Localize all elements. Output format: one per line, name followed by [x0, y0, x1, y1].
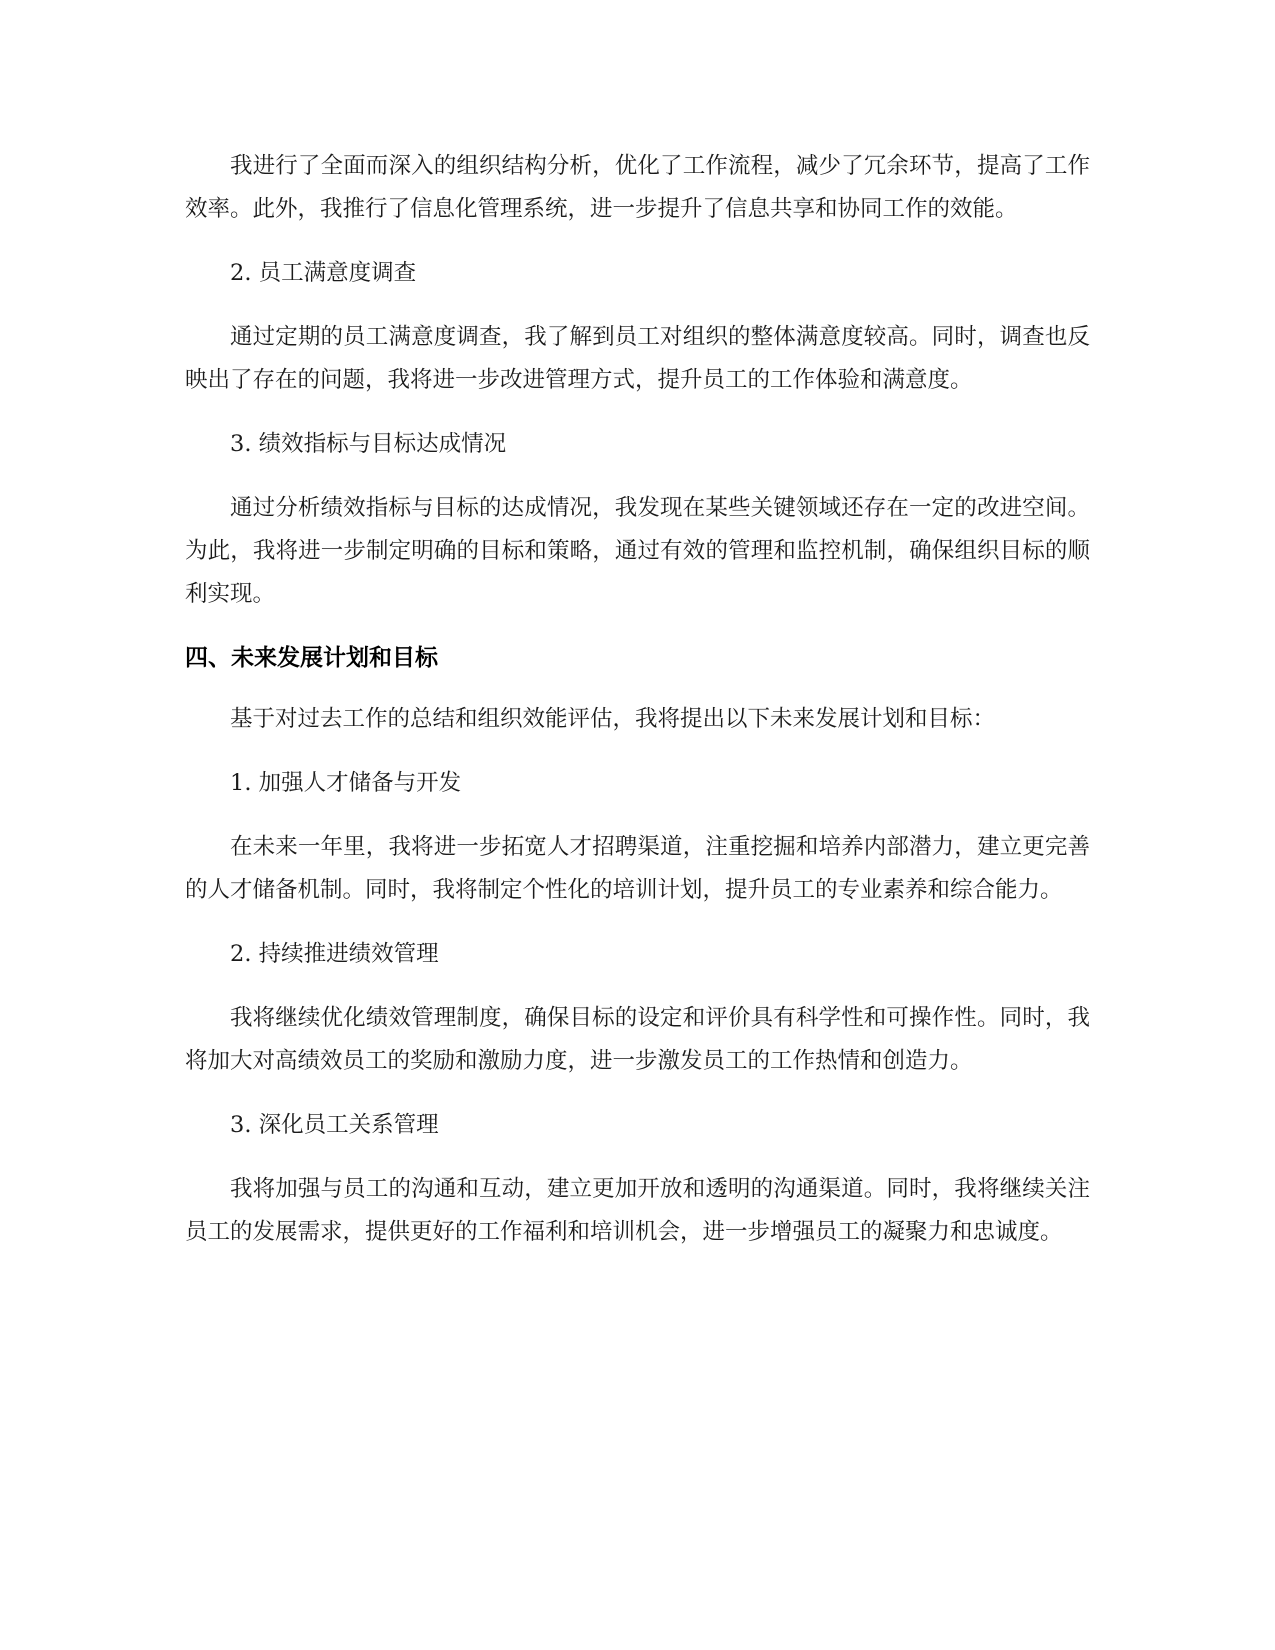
- paragraph-performance-goals: 通过分析绩效指标与目标的达成情况，我发现在某些关键领域还存在一定的改进空间。为此，我将进一步制定明确的目标和策略，通过有效的管理和监控机制，确保组织目标的顺利实现。: [185, 495, 1090, 607]
- list-item-satisfaction-survey: 2. 员工满意度调查: [230, 260, 417, 286]
- paragraph-future-intro: 基于对过去工作的总结和组织效能评估，我将提出以下未来发展计划和目标：: [230, 706, 996, 732]
- paragraph-talent-reserve: 在未来一年里，我将进一步拓宽人才招聘渠道，注重挖掘和培养内部潜力，建立更完善的人才储备机制。同时，我将制定个性化的培训计划，提升员工的专业素养和综合能力。: [185, 834, 1090, 903]
- document-body: [185, 145, 1090, 1275]
- section-heading-future-plans: 四、未来发展计划和目标: [185, 645, 438, 671]
- list-item-performance-goals: 3. 绩效指标与目标达成情况: [230, 431, 507, 457]
- list-item-employee-relations: 3. 深化员工关系管理: [230, 1112, 439, 1138]
- list-item-talent-reserve: 1. 加强人才储备与开发: [230, 770, 462, 796]
- paragraph-org-structure: 我进行了全面而深入的组织结构分析，优化了工作流程，减少了冗余环节，提高了工作效率。此外，我推行了信息化管理系统，进一步提升了信息共享和协同工作的效能。: [185, 153, 1090, 222]
- list-item-performance-management: 2. 持续推进绩效管理: [230, 941, 439, 967]
- paragraph-employee-relations: 我将加强与员工的沟通和互动，建立更加开放和透明的沟通渠道。同时，我将继续关注员工的发展需求，提供更好的工作福利和培训机会，进一步增强员工的凝聚力和忠诚度。: [185, 1176, 1090, 1245]
- paragraph-satisfaction-survey: 通过定期的员工满意度调查，我了解到员工对组织的整体满意度较高。同时，调查也反映出了存在的问题，我将进一步改进管理方式，提升员工的工作体验和满意度。: [185, 324, 1090, 393]
- paragraph-performance-management: 我将继续优化绩效管理制度，确保目标的设定和评价具有科学性和可操作性。同时，我将加大对高绩效员工的奖励和激励力度，进一步激发员工的工作热情和创造力。: [185, 1005, 1090, 1074]
